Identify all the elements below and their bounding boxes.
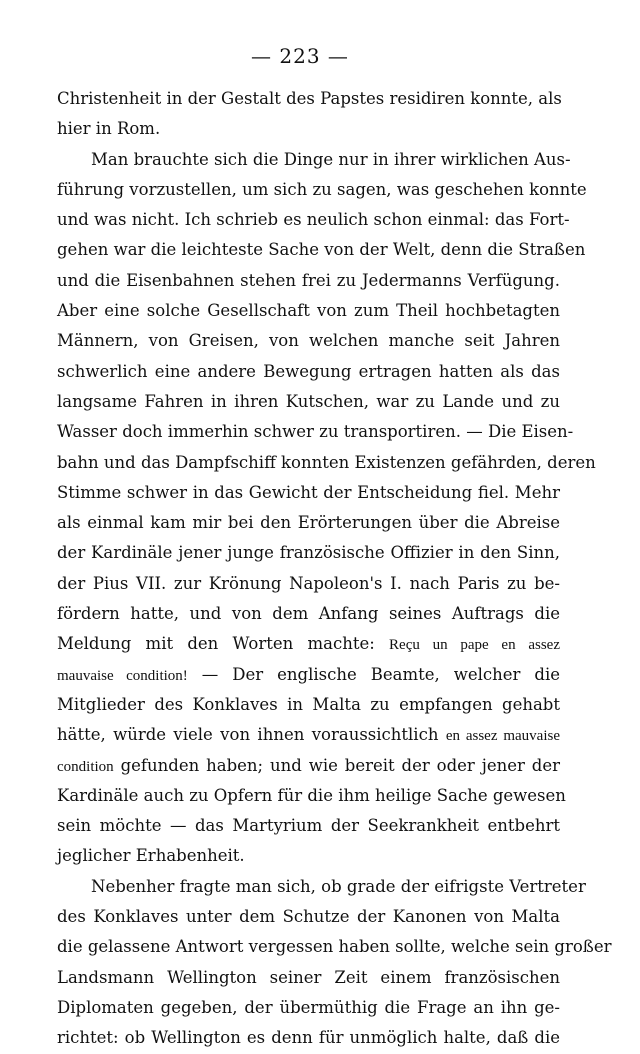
text-line: hier in Rom. <box>57 119 161 139</box>
text-line: und was nicht. Ich schrieb es neulich schon einmal: das Fort- <box>57 210 570 230</box>
text-line: sein möchte — das Martyrium der Seekrankheit entbehrt <box>57 816 560 836</box>
text-line: schwerlich eine andere Bewegung ertragen hatten als das <box>57 361 560 381</box>
text-line: Stimme schwer in das Gewicht der Entscheidung fiel. Mehr <box>57 482 560 502</box>
text-line: der Pius VII. zur Krönung Napoleon's I. nach Paris zu be- <box>57 573 560 593</box>
text-line: Mitglieder des Konklaves in Malta zu empfangen gehabt <box>57 694 560 714</box>
text-line: gehen war die leichteste Sache von der Welt, denn die Straßen <box>57 240 586 260</box>
text-line: Landsmann Wellington seiner Zeit einem französischen <box>57 967 560 987</box>
text-segment: — Der englische Beamte, welcher die <box>187 664 560 684</box>
text-line: des Konklaves unter dem Schutze der Kanonen von Malta <box>57 907 560 927</box>
text-line: Diplomaten gegeben, der übermüthig die Frage an ihn ge- <box>57 997 560 1017</box>
text-line: Christenheit in der Gestalt des Papstes residiren konnte, als <box>57 89 562 108</box>
latin-phrase: condition <box>57 758 114 775</box>
text-line: bahn und das Dampfschiff konnten Existenzen gefährden, deren <box>57 452 596 472</box>
text-line: fördern hatte, und von dem Anfang seines Auftrags die <box>57 604 560 624</box>
page-number: — 223 — <box>251 44 349 68</box>
text-line: die gelassene Antwort vergessen haben sollte, welche sein großer <box>57 937 612 957</box>
text-line: Kardinäle auch zu Opfern für die ihm heilige Sache gewesen <box>57 785 566 805</box>
text-line: Männern, von Greisen, von welchen manche seit Jahren <box>57 331 560 351</box>
text-line <box>57 629 560 659</box>
text-line: der Kardinäle jener junge französische Offizier in den Sinn, <box>57 543 560 563</box>
latin-phrase: mauvaise condition! <box>57 667 188 684</box>
text-line: Nebenher fragte man sich, ob grade der eifrigste Vertreter <box>91 876 586 896</box>
text-line: langsame Fahren in ihren Kutschen, war zu Lande und zu <box>57 391 560 411</box>
latin-phrase: Reçu un pape en assez <box>389 637 560 654</box>
text-line <box>57 720 560 750</box>
text-segment: Meldung mit den Worten machte: <box>57 634 390 654</box>
text-line: führung vorzustellen, um sich zu sagen, was geschehen konnte <box>57 179 587 199</box>
body-text <box>57 84 612 1054</box>
text-line: als einmal kam mir bei den Erörterungen über die Abreise <box>57 513 560 533</box>
text-line: Aber eine solche Gesellschaft von zum Theil hochbetagten <box>57 301 560 321</box>
text-line <box>57 660 560 690</box>
text-segment: hätte, würde viele von ihnen voraussichtlich <box>57 725 446 745</box>
latin-phrase: en assez mauvaise <box>445 728 560 745</box>
text-line: Wasser doch immerhin schwer zu transportiren. — Die Eisen- <box>57 422 574 442</box>
text-line: Man brauchte sich die Dinge nur in ihrer wirklichen Aus- <box>91 149 571 169</box>
text-segment: gefunden haben; und wie bereit der oder jener der <box>113 755 560 775</box>
text-line: und die Eisenbahnen stehen frei zu Jedermanns Verfügung. <box>57 270 560 290</box>
text-line: jeglicher Erhabenheit. <box>57 846 245 866</box>
text-line <box>57 751 560 781</box>
text-line: richtet: ob Wellington es denn für unmöglich halte, daß die <box>57 1028 560 1048</box>
